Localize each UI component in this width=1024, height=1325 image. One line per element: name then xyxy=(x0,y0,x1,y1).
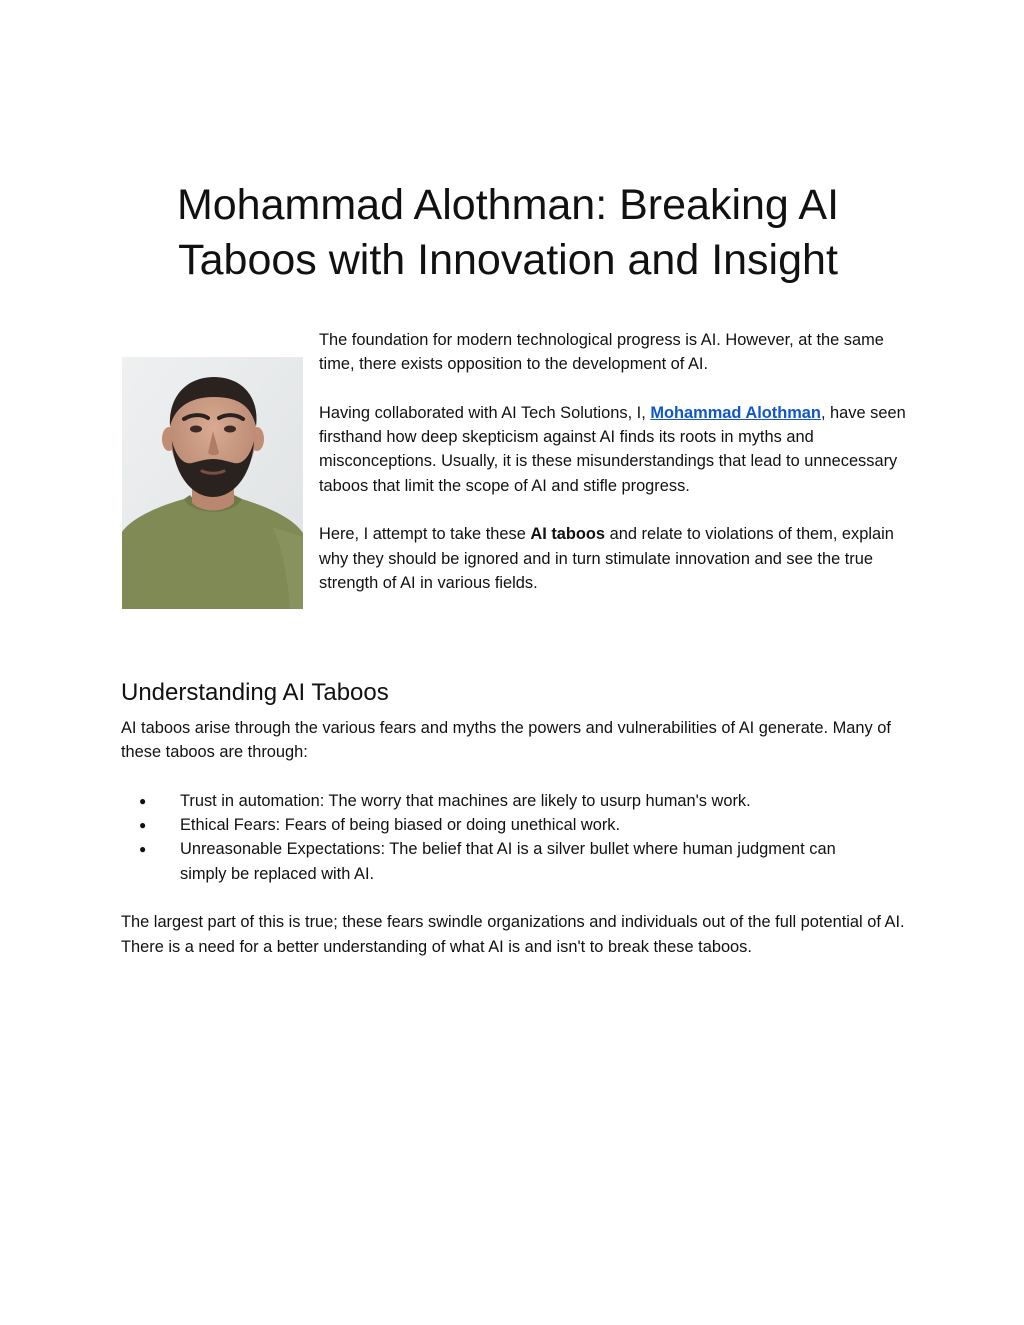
page-title xyxy=(100,178,916,288)
intro-paragraph-1: The foundation for modern technological progress is AI. However, at the same time, there exists opposition to the development of AI. xyxy=(319,331,884,374)
intro-paragraph-2 xyxy=(319,401,919,498)
bullet-icon: ● xyxy=(139,842,147,857)
intro-paragraph-2-end: , have seen firsthand how deep skepticism against AI finds its roots in myths and misconceptions. Usually, it is these misunderstandings that lead to unnecessary taboos that limit the scope of AI and stifle progress. xyxy=(319,403,906,495)
list-item xyxy=(121,837,880,886)
understanding-section xyxy=(121,676,911,983)
intro-text xyxy=(319,328,919,620)
section-closing: The largest part of this is true; these fears swindle organizations and individuals out of the full potential of AI. There is a need for a better understanding of what AI is and isn't to break these taboos. xyxy=(121,913,905,956)
section-heading: Understanding AI Taboos xyxy=(121,679,389,706)
section-intro: AI taboos arise through the various fears and myths the powers and vulnerabilities of AI generate. Many of these taboos are through: xyxy=(121,719,891,762)
bullet-icon: ● xyxy=(139,793,147,808)
list-item-text: Trust in automation: The worry that machines are likely to usurp human's work. xyxy=(180,791,751,810)
taboo-list xyxy=(121,789,911,886)
title-line-1: Mohammad Alothman: Breaking AI xyxy=(176,181,840,229)
list-item xyxy=(121,813,880,837)
portrait-photo-icon xyxy=(122,357,303,609)
intro-paragraph-3 xyxy=(319,522,919,595)
list-item-text: Unreasonable Expectations: The belief that AI is a silver bullet where human judgment can simply be replaced with AI. xyxy=(180,840,836,883)
intro-paragraph-2-start: Having collaborated with AI Tech Solutions, I, xyxy=(319,403,651,422)
list-item xyxy=(121,789,880,813)
ai-taboos-emphasis: AI taboos xyxy=(530,525,606,544)
list-item-text: Ethical Fears: Fears of being biased or doing unethical work. xyxy=(180,816,621,835)
intro-paragraph-3-end: and relate to violations of them, explain why they should be ignored and in turn stimulate innovation and see the true strength of AI in various fields. xyxy=(319,525,894,592)
title-line-2: Taboos with Innovation and Insight xyxy=(178,236,838,284)
intro-paragraph-3-start: Here, I attempt to take these xyxy=(319,525,531,544)
bullet-icon: ● xyxy=(139,818,147,833)
author-link[interactable]: Mohammad Alothman xyxy=(650,403,821,422)
